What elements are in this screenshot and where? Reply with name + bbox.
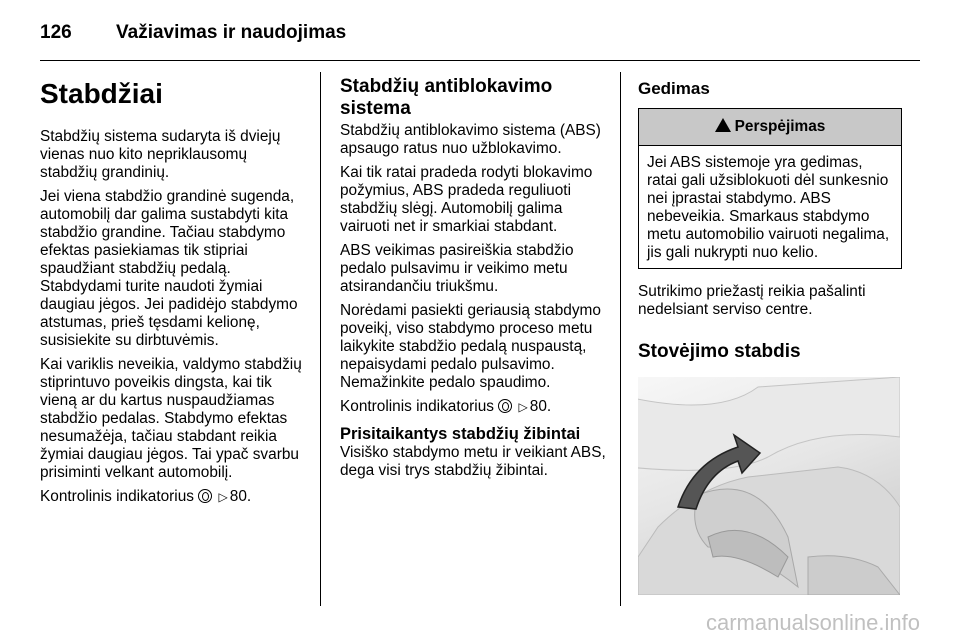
watermark: carmanualsonline.info	[705, 610, 920, 635]
warning-text: Jei ABS sistemoje yra gedimas, ratai gali užsiblokuoti dėl sunkesnio nei įprastai stabdymo. ABS nebeveikia. Smarkaus stabdymo metu automobilio vairuoti negalima, jis gali nukrypti nuo kelio.	[647, 154, 890, 261]
paragraph: Stabdžių antiblokavimo sistema (ABS) apsaugo ratus nuo užblokavimo.	[340, 122, 601, 157]
warning-box	[638, 108, 902, 269]
page-number: 126	[40, 22, 72, 43]
section-heading-parking-brake: Stovėjimo stabdis	[638, 341, 801, 362]
column-fault	[638, 72, 902, 595]
paragraph: Kai tik ratai pradeda rodyti blokavimo požymius, ABS pradeda reguliuoti stabdžių slėgį. Automobilį galima vairuoti net ir smarkiai stabdant.	[340, 164, 593, 235]
section-heading-brakes: Stabdžiai	[40, 78, 163, 109]
abs-indicator-icon	[498, 399, 512, 413]
paragraph: ABS veikimas pasireiškia stabdžio pedalo pulsavimu ir veikimo metu atsirandančiu triukšmu.	[340, 242, 574, 295]
subheading-brake-lights: Prisitaikantys stabdžių žibintai	[340, 425, 581, 443]
warning-header	[639, 109, 901, 146]
column-abs	[340, 72, 608, 486]
chapter-title: Važiavimas ir naudojimas	[116, 22, 347, 43]
page-ref-icon: ▷	[218, 490, 228, 504]
page-ref-icon: ▷	[518, 400, 528, 414]
warning-title: Perspėjimas	[734, 118, 826, 135]
column-brakes	[40, 72, 308, 512]
parking-brake-lever-image	[638, 377, 900, 595]
column-divider-2	[620, 72, 621, 606]
header-divider	[40, 60, 920, 61]
brake-warning-icon	[198, 489, 212, 503]
paragraph: Norėdami pasiekti geriausią stabdymo poveikį, viso stabdymo proceso metu laikykite stabdžio pedalą nuspaustą, nepaisydami pedalo pulsavimo. Nemažinkite pedalo spaudimo.	[340, 302, 601, 391]
page-header	[40, 22, 346, 44]
paragraph: Stabdžių sistema sudaryta iš dviejų vienas nuo kito nepriklausomų stabdžių grandinių.	[40, 128, 281, 181]
page-ref[interactable]: 80.	[529, 398, 552, 415]
section-heading-abs: Stabdžių antiblokavimo sistema	[340, 76, 553, 119]
parking-brake-illustration	[638, 377, 900, 595]
paragraph: Kai variklis neveikia, valdymo stabdžių stiprintuvo poveikis dingsta, kai tik vieną ar du kartus nuspaudžiamas stabdžio pedalas. Stabdymo efektas nesumažėja, tačiau stabdant reikia žymiai daugiau jėgos. Tai ypač svarbu prisiminti velkant automobilį.	[40, 356, 302, 481]
page-ref[interactable]: 80.	[229, 488, 252, 505]
paragraph-indicator: Kontrolinis indikatorius ▷ 80.	[340, 398, 552, 415]
section-heading-fault: Gedimas	[638, 79, 710, 98]
column-divider-1	[320, 72, 321, 606]
warning-triangle-icon	[715, 118, 731, 132]
paragraph: Visiško stabdymo metu ir veikiant ABS, dega visi trys stabdžių žibintai.	[340, 444, 606, 479]
paragraph: Jei viena stabdžio grandinė sugenda, automobilį dar galima sustabdyti kita stabdžio grandine. Tačiau stabdymo efektas pasiekiamas tik stipriai spaudžiant stabdžių pedalą. Stabdydami turite naudoti žymiai daugiau jėgos. Jei padidėjo stabdymo atstumas, prieš tęsdami kelionę, susisiekite su dirbtuvėmis.	[40, 188, 298, 349]
paragraph: Sutrikimo priežastį reikia pašalinti nedelsiant serviso centre.	[638, 283, 866, 318]
paragraph-indicator: Kontrolinis indikatorius ▷ 80.	[40, 488, 252, 505]
